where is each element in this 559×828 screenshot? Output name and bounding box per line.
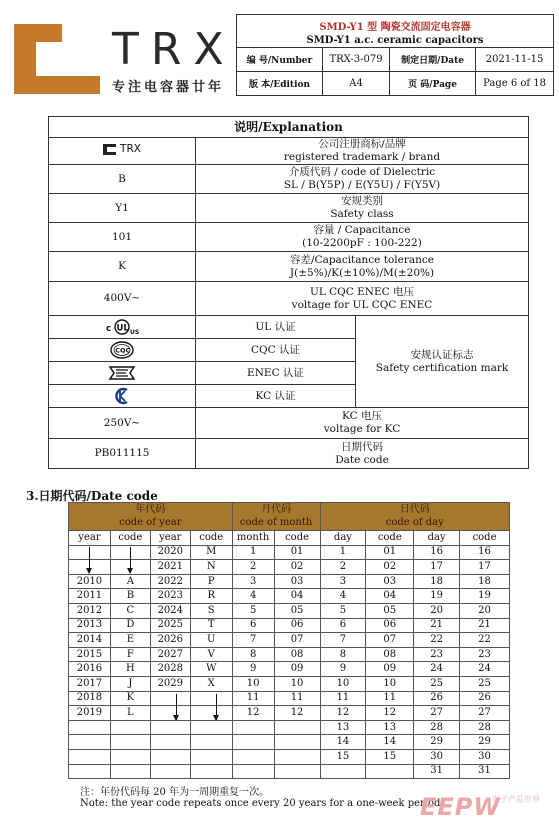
table-cell: 2028 — [150, 662, 190, 677]
table-cell: 24 — [460, 662, 510, 677]
table-cell — [190, 706, 232, 721]
page-label: 页 码/Page — [390, 72, 476, 96]
table-cell: 2018 — [69, 691, 111, 706]
explanation-desc: UL CQC ENEC 电压 voltage for UL CQC ENEC — [196, 282, 529, 316]
explanation-desc: 容量 / Capacitance (10-2200pF : 100-222) — [196, 223, 529, 252]
table-cell: 30 — [460, 749, 510, 764]
ul-mark-icon — [105, 319, 139, 335]
table-cell: 08 — [366, 647, 414, 662]
explanation-desc: 公司注册商标/品牌 registered trademark / brand — [196, 138, 529, 165]
number-value: TRX-3-079 — [323, 48, 390, 72]
table-row — [69, 662, 510, 677]
date-label: 制定日期/Date — [390, 48, 476, 72]
table-cell: 24 — [414, 662, 460, 677]
table-cell: 02 — [366, 560, 414, 575]
table-row — [69, 706, 510, 721]
table-cell — [150, 735, 190, 750]
table-cell: 19 — [460, 589, 510, 604]
note-cn: 注：年份代码每 20 年为一周期重复一次。 — [80, 787, 270, 798]
table-cell: 3 — [232, 574, 274, 589]
table-cell: 2029 — [150, 676, 190, 691]
explanation-desc: 安规类别 Safety class — [196, 194, 529, 223]
table-cell: 20 — [460, 603, 510, 618]
table-cell: 22 — [460, 633, 510, 648]
table-cell: 2016 — [69, 662, 111, 677]
table-cell: 30 — [414, 749, 460, 764]
table-row — [69, 735, 510, 750]
logo-text: TRX — [112, 24, 236, 75]
table-row — [69, 647, 510, 662]
table-cell: 2 — [320, 560, 366, 575]
table-cell: 28 — [460, 720, 510, 735]
table-cell — [190, 749, 232, 764]
table-cell: M — [190, 545, 232, 560]
table-cell: 6 — [320, 618, 366, 633]
table-cell: 12 — [366, 706, 414, 721]
table-cell: J — [110, 676, 150, 691]
table-row — [69, 560, 510, 575]
table-cell: 04 — [366, 589, 414, 604]
cert-mark-desc: 安规认证标志 Safety certification mark — [356, 316, 529, 408]
table-cell — [274, 720, 320, 735]
trx-brand-mark: TRX — [103, 143, 141, 156]
company-logo — [14, 22, 234, 96]
year-code-header: 年代码 code of year — [69, 503, 233, 531]
table-cell: 23 — [460, 647, 510, 662]
table-cell: 01 — [366, 545, 414, 560]
table-row — [69, 691, 510, 706]
table-cell: E — [110, 633, 150, 648]
column-header: year — [69, 531, 111, 546]
down-arrow-icon — [176, 694, 177, 720]
explanation-table — [48, 116, 529, 469]
table-row — [69, 764, 510, 779]
table-row — [69, 618, 510, 633]
table-cell: 2012 — [69, 603, 111, 618]
table-cell: 2010 — [69, 574, 111, 589]
column-header: day — [414, 531, 460, 546]
table-cell: T — [190, 618, 232, 633]
table-cell — [69, 764, 111, 779]
cert-icon-cell — [49, 362, 196, 385]
table-cell: 2017 — [69, 676, 111, 691]
logo-subtitle: 专注电容器廿年 — [112, 80, 225, 95]
document-header-table — [236, 14, 554, 96]
table-cell: 29 — [414, 735, 460, 750]
table-cell: 2021 — [150, 560, 190, 575]
table-cell — [190, 735, 232, 750]
column-header: code — [366, 531, 414, 546]
table-cell: 17 — [414, 560, 460, 575]
column-header: day — [320, 531, 366, 546]
cert-label: CQC 认证 — [196, 339, 356, 362]
column-header: code — [190, 531, 232, 546]
down-arrow-icon — [130, 547, 131, 573]
table-cell: 5 — [232, 603, 274, 618]
table-cell: 09 — [274, 662, 320, 677]
table-cell: 27 — [460, 706, 510, 721]
table-cell: 2023 — [150, 589, 190, 604]
table-cell: X — [190, 676, 232, 691]
table-cell: 11 — [274, 691, 320, 706]
table-cell: 31 — [460, 764, 510, 779]
down-arrow-icon — [216, 694, 217, 720]
table-cell: 10 — [274, 676, 320, 691]
table-cell: 1 — [320, 545, 366, 560]
cert-label: KC 认证 — [196, 385, 356, 408]
table-cell: 2019 — [69, 706, 111, 721]
table-cell: 31 — [414, 764, 460, 779]
table-cell: 11 — [366, 691, 414, 706]
table-cell: 2024 — [150, 603, 190, 618]
column-header: code — [274, 531, 320, 546]
svg-text:c: c — [106, 324, 112, 334]
explanation-key: 101 — [49, 223, 196, 252]
table-cell: 05 — [366, 603, 414, 618]
explanation-desc: 容差/Capacitance tolerance J(±5%)/K(±10%)/M(±20%) — [196, 252, 529, 282]
explanation-key: PB011115 — [49, 439, 196, 469]
explanation-key: 250V~ — [49, 408, 196, 439]
svg-text:US: US — [130, 329, 139, 335]
explanation-desc: 日期代码 Date code — [196, 439, 529, 469]
table-cell: 2027 — [150, 647, 190, 662]
table-cell: D — [110, 618, 150, 633]
table-cell: 07 — [274, 633, 320, 648]
number-label: 编 号/Number — [237, 48, 323, 72]
section-heading-date-code: 3.日期代码/Date code — [26, 489, 158, 503]
table-cell: H — [110, 662, 150, 677]
table-cell: 21 — [460, 618, 510, 633]
table-cell: 25 — [414, 676, 460, 691]
table-cell: 9 — [232, 662, 274, 677]
column-header: code — [460, 531, 510, 546]
table-cell: L — [110, 706, 150, 721]
table-cell: 07 — [366, 633, 414, 648]
table-cell — [150, 706, 190, 721]
table-cell: 03 — [274, 574, 320, 589]
title-en: SMD-Y1 a.c. ceramic capacitors — [306, 35, 484, 46]
table-cell: 26 — [460, 691, 510, 706]
table-cell: 16 — [460, 545, 510, 560]
table-cell: 2011 — [69, 589, 111, 604]
explanation-key: K — [49, 252, 196, 282]
watermark-subtitle: 电子产品世界 — [492, 795, 540, 804]
table-cell: R — [190, 589, 232, 604]
table-cell: 22 — [414, 633, 460, 648]
table-cell: 09 — [366, 662, 414, 677]
explanation-desc: 介质代码 / code of Dielectric SL / B(Y5P) / E(Y5U) / F(Y5V) — [196, 165, 529, 194]
table-cell — [232, 764, 274, 779]
table-cell: 8 — [320, 647, 366, 662]
table-row — [69, 676, 510, 691]
table-row — [69, 749, 510, 764]
table-cell — [232, 720, 274, 735]
table-cell: 27 — [414, 706, 460, 721]
table-cell: 13 — [366, 720, 414, 735]
table-cell: 15 — [366, 749, 414, 764]
trx-logo-icon — [103, 144, 116, 155]
table-cell: N — [190, 560, 232, 575]
table-cell: 18 — [460, 574, 510, 589]
table-cell: 17 — [460, 560, 510, 575]
cert-label: UL 认证 — [196, 316, 356, 339]
down-arrow-icon — [89, 547, 90, 573]
table-cell: 18 — [414, 574, 460, 589]
table-cell: 06 — [366, 618, 414, 633]
eepw-watermark — [420, 793, 552, 823]
table-cell: 02 — [274, 560, 320, 575]
date-value: 2021-11-15 — [476, 48, 554, 72]
table-cell: 5 — [320, 603, 366, 618]
table-row — [69, 720, 510, 735]
table-cell: 7 — [232, 633, 274, 648]
trx-logo-mark-icon — [14, 24, 100, 94]
column-header: year — [150, 531, 190, 546]
table-cell: 11 — [320, 691, 366, 706]
table-cell: 25 — [460, 676, 510, 691]
table-cell: K — [110, 691, 150, 706]
table-cell: 12 — [232, 706, 274, 721]
table-cell: 7 — [320, 633, 366, 648]
table-cell: 29 — [460, 735, 510, 750]
table-cell: 26 — [414, 691, 460, 706]
table-row — [69, 633, 510, 648]
table-cell: 20 — [414, 603, 460, 618]
table-row — [69, 603, 510, 618]
table-cell: P — [190, 574, 232, 589]
cert-label: ENEC 认证 — [196, 362, 356, 385]
table-cell: 23 — [414, 647, 460, 662]
cert-icon-cell — [49, 385, 196, 408]
table-cell: 04 — [274, 589, 320, 604]
table-cell: 14 — [366, 735, 414, 750]
table-cell: V — [190, 647, 232, 662]
table-cell: B — [110, 589, 150, 604]
table-cell: 11 — [232, 691, 274, 706]
table-cell — [69, 735, 111, 750]
svg-text:CQC: CQC — [115, 346, 131, 355]
table-cell: 1 — [232, 545, 274, 560]
explanation-key: Y1 — [49, 194, 196, 223]
table-cell: 2 — [232, 560, 274, 575]
table-row — [69, 589, 510, 604]
table-cell — [150, 720, 190, 735]
table-cell — [110, 764, 150, 779]
table-cell: 9 — [320, 662, 366, 677]
table-cell: 6 — [232, 618, 274, 633]
watermark-logo: EEPW — [420, 793, 501, 821]
table-cell: 8 — [232, 647, 274, 662]
document-title — [237, 15, 554, 48]
table-cell: 2015 — [69, 647, 111, 662]
table-cell: A — [110, 574, 150, 589]
table-cell — [69, 749, 111, 764]
table-cell: 10 — [366, 676, 414, 691]
table-cell — [190, 764, 232, 779]
table-cell — [150, 749, 190, 764]
table-cell: U — [190, 633, 232, 648]
table-cell: 21 — [414, 618, 460, 633]
day-code-header: 日代码 code of day — [320, 503, 510, 531]
explanation-desc: KC 电压 voltage for KC — [196, 408, 529, 439]
cert-icon-cell — [49, 339, 196, 362]
enec-mark-icon — [108, 364, 136, 382]
table-cell: 06 — [274, 618, 320, 633]
table-cell — [232, 749, 274, 764]
table-cell — [190, 691, 232, 706]
table-cell: 13 — [320, 720, 366, 735]
table-cell — [110, 735, 150, 750]
table-cell: 01 — [274, 545, 320, 560]
month-code-header: 月代码 code of month — [232, 503, 320, 531]
table-cell: 4 — [320, 589, 366, 604]
table-cell: 19 — [414, 589, 460, 604]
edition-value: A4 — [323, 72, 390, 96]
table-cell: 10 — [320, 676, 366, 691]
table-cell — [150, 764, 190, 779]
table-cell: 28 — [414, 720, 460, 735]
explanation-key: 400V~ — [49, 282, 196, 316]
kc-mark-icon — [114, 387, 130, 405]
table-cell: 4 — [232, 589, 274, 604]
table-cell: 2014 — [69, 633, 111, 648]
svg-text:UL: UL — [116, 323, 129, 334]
table-cell: 2013 — [69, 618, 111, 633]
table-cell — [320, 764, 366, 779]
table-cell: S — [190, 603, 232, 618]
table-cell: 03 — [366, 574, 414, 589]
cert-icon-cell — [49, 316, 196, 339]
table-cell: 12 — [320, 706, 366, 721]
date-code-subheader-row — [69, 531, 510, 546]
explanation-key — [49, 138, 196, 165]
table-cell — [274, 735, 320, 750]
table-cell — [69, 720, 111, 735]
column-header: code — [110, 531, 150, 546]
table-cell: W — [190, 662, 232, 677]
table-cell — [110, 749, 150, 764]
table-cell: 08 — [274, 647, 320, 662]
table-cell: C — [110, 603, 150, 618]
table-cell: 2026 — [150, 633, 190, 648]
table-cell: 14 — [320, 735, 366, 750]
column-header: month — [232, 531, 274, 546]
table-cell — [274, 764, 320, 779]
table-cell: 16 — [414, 545, 460, 560]
table-cell: 2020 — [150, 545, 190, 560]
table-cell: 05 — [274, 603, 320, 618]
explanation-heading: 说明/Explanation — [49, 117, 529, 138]
table-cell: 3 — [320, 574, 366, 589]
cqc-mark-icon — [110, 341, 134, 359]
date-code-table — [68, 502, 510, 779]
table-cell — [232, 735, 274, 750]
edition-label: 版 本/Edition — [237, 72, 323, 96]
table-cell — [274, 749, 320, 764]
table-cell: 2022 — [150, 574, 190, 589]
page-value: Page 6 of 18 — [476, 72, 554, 96]
table-cell: 15 — [320, 749, 366, 764]
table-cell — [110, 720, 150, 735]
explanation-key: B — [49, 165, 196, 194]
table-cell: F — [110, 647, 150, 662]
table-cell — [190, 720, 232, 735]
table-cell — [366, 764, 414, 779]
table-cell: 2025 — [150, 618, 190, 633]
table-row — [69, 574, 510, 589]
table-cell: 10 — [232, 676, 274, 691]
table-cell: 12 — [274, 706, 320, 721]
title-cn: SMD-Y1 型 陶瓷交流固定电容器 — [319, 22, 471, 33]
table-cell — [150, 691, 190, 706]
table-row — [69, 545, 510, 560]
note-en: Note: the year code repeats once every 20 years for a one-week period. — [80, 798, 444, 809]
